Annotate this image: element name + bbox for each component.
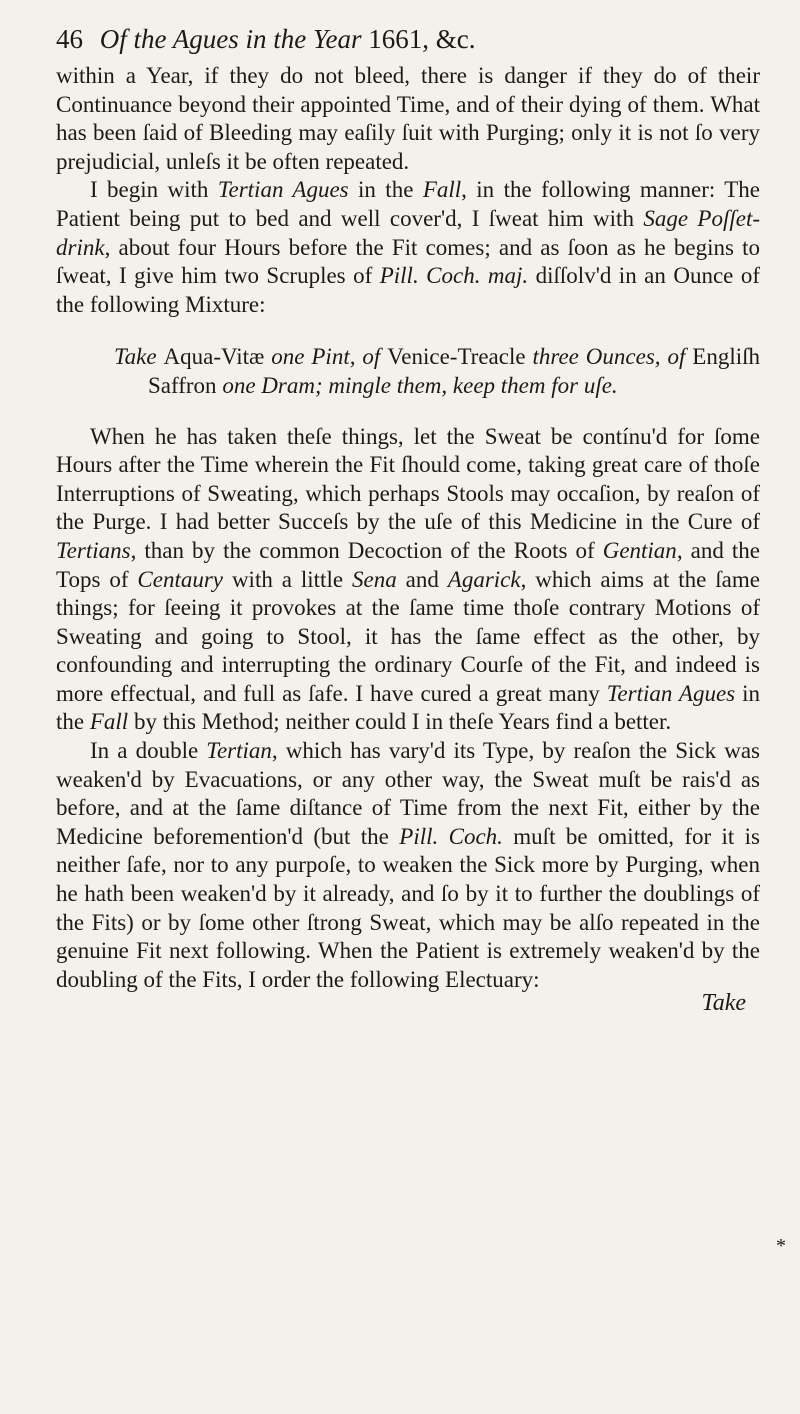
text-run: When he has taken theſe things, let the Sweat be contínu'd for ſome Hours after the Time wherein the Fit ſhould come, taking great care of thoſe Interruptions of Sweating, which perhaps Stools may occaſion, by reaſon of the Purge. I had better Succeſs by the uſe of this Medicine in the Cure of bbox=[56, 423, 760, 535]
text-run: In a double bbox=[90, 738, 207, 764]
text-run: in the bbox=[56, 680, 761, 735]
italic-run: Tertian Agues bbox=[606, 680, 736, 706]
italic-run: Fall bbox=[89, 709, 129, 735]
text-run: in the bbox=[348, 177, 423, 203]
text-run: diſſolv'd in an Ounce of the following Mixture: bbox=[56, 263, 760, 317]
italic-run: Sage Poſſet-drink bbox=[56, 205, 760, 260]
italic-run: three Ounces, of bbox=[525, 344, 693, 370]
italic-run: Fall bbox=[422, 177, 462, 203]
body-text bbox=[56, 62, 760, 994]
running-head-year: 1661, bbox=[368, 24, 429, 54]
italic-run: Centaury bbox=[137, 566, 224, 592]
paragraph-1 bbox=[56, 62, 760, 176]
roman-run: Aqua-Vitæ bbox=[163, 344, 265, 370]
text-run: , which has vary'd its Type, by reaſon the Sick was weaken'd by Evacuations, or any other way, the Sweat muſt be rais'd as before, and at the ſame diſtance of Time from the next Fit, either by the Medicine beforemention'd (but the bbox=[56, 738, 760, 849]
text-run: by this Method; neither could I in theſe Years find a better. bbox=[128, 709, 672, 735]
paragraph-4 bbox=[56, 737, 760, 994]
recipe-block bbox=[114, 343, 760, 400]
text-run: , in the following manner: The Patient being put to bed and well cover'd, I ſweat him with bbox=[56, 177, 760, 231]
running-head-title: Of the Agues in the Year bbox=[99, 24, 362, 54]
paragraph-1-text: within a Year, if they do not bleed, there is danger if they do of their Continuance beyond their appointed Time, and of their dying of them. What has been ſaid of Bleeding may eaſily ſuit with Purging; only it is not ſo very prejudicial, unleſs it be often repeated. bbox=[56, 63, 760, 174]
italic-run: Pill. Coch. maj. bbox=[379, 263, 529, 289]
page-number: 46 bbox=[56, 24, 83, 54]
text-run: , and the Tops of bbox=[56, 537, 760, 592]
paragraph-3 bbox=[56, 423, 760, 738]
paragraph-2 bbox=[56, 176, 760, 319]
text-run: , about four Hours before the Fit comes; and as ſoon as he begins to ſweat, I give him two Scruples of bbox=[56, 234, 760, 289]
italic-run: Tertian bbox=[206, 738, 272, 764]
italic-run: Tertian Agues bbox=[217, 177, 349, 203]
text-run: I begin with bbox=[90, 177, 218, 203]
italic-run: Pill. Coch. bbox=[399, 823, 503, 849]
text-run: , than by the common Decoction of the Roots of bbox=[130, 537, 603, 563]
text-run: muſt be omitted, for it is neither ſafe, nor to any purpoſe, to weaken the Sick more by Purging, when he hath been weaken'd by it already, and ſo by it to further the doublings of the Fits) or by ſome other ſtrong Sweat, which may be alſo repeated in the genuine Fit next following. When the Patient is extremely weaken'd by the doubling of the Fits, I order the following Electuary: bbox=[56, 823, 761, 992]
roman-run: Engliſh Saffron bbox=[148, 344, 760, 398]
italic-run: one Dram; mingle them, keep them for uſe. bbox=[216, 372, 618, 398]
margin-mark: * bbox=[776, 1235, 786, 1257]
italic-run: Gentian bbox=[602, 537, 677, 563]
italic-run: one Pint, of bbox=[264, 344, 388, 370]
roman-run: Venice-Treacle bbox=[387, 344, 526, 370]
italic-run: Take bbox=[114, 344, 164, 370]
italic-run: Agarick bbox=[447, 566, 521, 592]
italic-run: Sena bbox=[351, 566, 397, 592]
running-head bbox=[56, 22, 760, 56]
running-head-etc: &c. bbox=[435, 24, 476, 54]
text-run: and bbox=[396, 566, 448, 592]
italic-run: Tertians bbox=[56, 537, 131, 563]
text-run: with a little bbox=[223, 566, 352, 592]
text-run: , which aims at the ſame things; for ſeeing it provokes at the ſame time thoſe contrary Motions of Sweating and going to Stool, it has the ſame effect as the other, by confounding and interrupting the ordinary Courſe of the Fit, and indeed is more effectual, and full as ſafe. I have cured a great many bbox=[56, 566, 760, 706]
catchword: Take bbox=[701, 990, 746, 1017]
